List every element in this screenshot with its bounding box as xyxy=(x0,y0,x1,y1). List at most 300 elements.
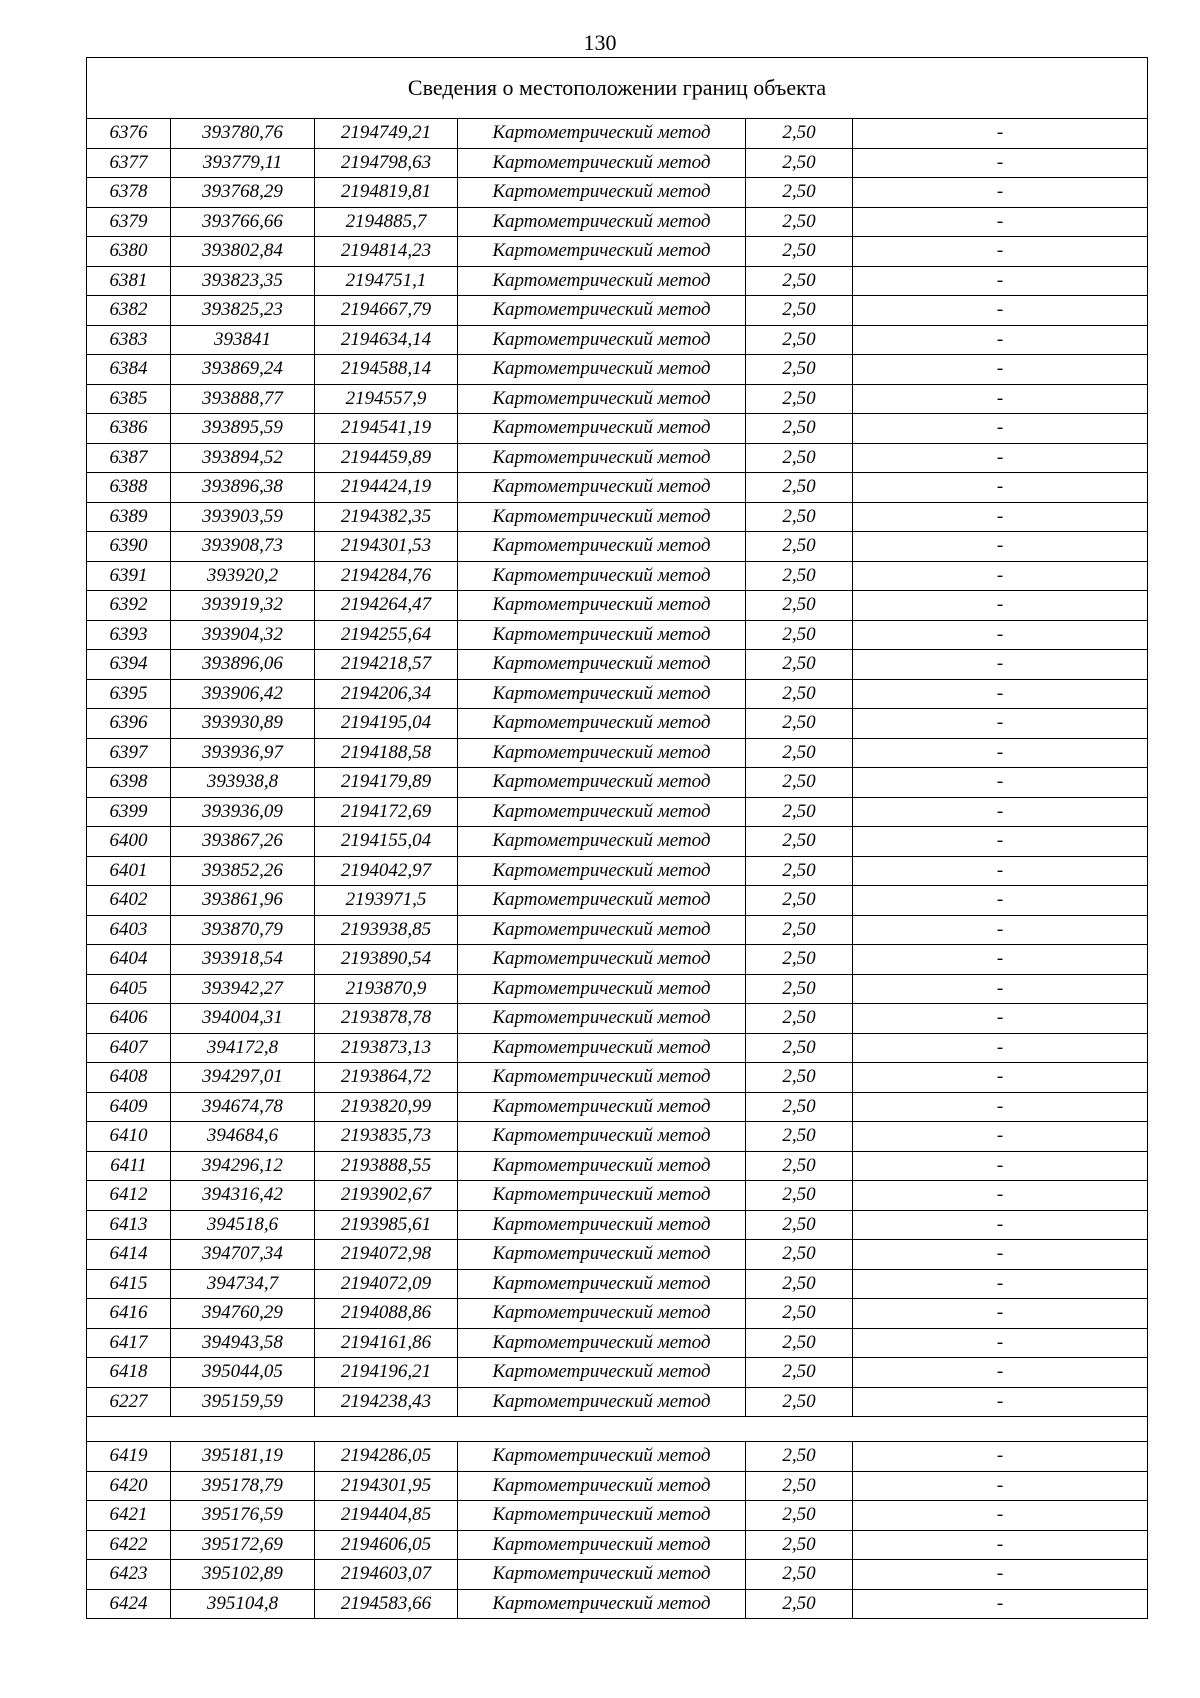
table-row xyxy=(87,502,1148,532)
description-cell: - xyxy=(853,679,1148,709)
y-coordinate-cell: 2194218,57 xyxy=(315,650,458,680)
accuracy-cell: 2,50 xyxy=(746,945,853,975)
table-row xyxy=(87,325,1148,355)
method-cell: Картометрический метод xyxy=(458,738,746,768)
accuracy-cell: 2,50 xyxy=(746,1004,853,1034)
point-number-cell: 6412 xyxy=(87,1181,171,1211)
y-coordinate-cell: 2194284,76 xyxy=(315,561,458,591)
method-cell: Картометрический метод xyxy=(458,650,746,680)
method-cell: Картометрический метод xyxy=(458,561,746,591)
description-cell: - xyxy=(853,1299,1148,1329)
accuracy-cell: 2,50 xyxy=(746,915,853,945)
method-cell: Картометрический метод xyxy=(458,237,746,267)
point-number-cell: 6413 xyxy=(87,1210,171,1240)
description-cell: - xyxy=(853,620,1148,650)
x-coordinate-cell: 393802,84 xyxy=(171,237,315,267)
point-number-cell: 6401 xyxy=(87,856,171,886)
y-coordinate-cell: 2193864,72 xyxy=(315,1063,458,1093)
x-coordinate-cell: 394760,29 xyxy=(171,1299,315,1329)
description-cell: - xyxy=(853,1387,1148,1417)
description-cell: - xyxy=(853,709,1148,739)
method-cell: Картометрический метод xyxy=(458,1358,746,1388)
accuracy-cell: 2,50 xyxy=(746,266,853,296)
method-cell: Картометрический метод xyxy=(458,1240,746,1270)
x-coordinate-cell: 395102,89 xyxy=(171,1560,315,1590)
y-coordinate-cell: 2194088,86 xyxy=(315,1299,458,1329)
description-cell: - xyxy=(853,148,1148,178)
method-cell: Картометрический метод xyxy=(458,974,746,1004)
description-cell: - xyxy=(853,738,1148,768)
x-coordinate-cell: 395176,59 xyxy=(171,1501,315,1531)
method-cell: Картометрический метод xyxy=(458,532,746,562)
accuracy-cell: 2,50 xyxy=(746,414,853,444)
accuracy-cell: 2,50 xyxy=(746,1589,853,1619)
y-coordinate-cell: 2194798,63 xyxy=(315,148,458,178)
x-coordinate-cell: 395172,69 xyxy=(171,1530,315,1560)
description-cell: - xyxy=(853,1269,1148,1299)
accuracy-cell: 2,50 xyxy=(746,1530,853,1560)
table-row xyxy=(87,1063,1148,1093)
accuracy-cell: 2,50 xyxy=(746,620,853,650)
y-coordinate-cell: 2193870,9 xyxy=(315,974,458,1004)
point-number-cell: 6424 xyxy=(87,1589,171,1619)
table-row xyxy=(87,915,1148,945)
table-row xyxy=(87,532,1148,562)
point-number-cell: 6396 xyxy=(87,709,171,739)
point-number-cell: 6404 xyxy=(87,945,171,975)
method-cell: Картометрический метод xyxy=(458,178,746,208)
description-cell: - xyxy=(853,384,1148,414)
point-number-cell: 6386 xyxy=(87,414,171,444)
y-coordinate-cell: 2194424,19 xyxy=(315,473,458,503)
description-cell: - xyxy=(853,561,1148,591)
y-coordinate-cell: 2194819,81 xyxy=(315,178,458,208)
y-coordinate-cell: 2193971,5 xyxy=(315,886,458,916)
point-number-cell: 6409 xyxy=(87,1092,171,1122)
x-coordinate-cell: 393942,27 xyxy=(171,974,315,1004)
table-row xyxy=(87,1560,1148,1590)
accuracy-cell: 2,50 xyxy=(746,768,853,798)
method-cell: Картометрический метод xyxy=(458,1122,746,1152)
table-row xyxy=(87,591,1148,621)
description-cell: - xyxy=(853,355,1148,385)
accuracy-cell: 2,50 xyxy=(746,384,853,414)
accuracy-cell: 2,50 xyxy=(746,1560,853,1590)
method-cell: Картометрический метод xyxy=(458,1530,746,1560)
description-cell: - xyxy=(853,473,1148,503)
table-row xyxy=(87,207,1148,237)
description-cell: - xyxy=(853,119,1148,149)
point-number-cell: 6393 xyxy=(87,620,171,650)
table-row xyxy=(87,856,1148,886)
table-row xyxy=(87,1269,1148,1299)
point-number-cell: 6379 xyxy=(87,207,171,237)
accuracy-cell: 2,50 xyxy=(746,532,853,562)
description-cell: - xyxy=(853,1210,1148,1240)
table-row xyxy=(87,738,1148,768)
accuracy-cell: 2,50 xyxy=(746,1442,853,1472)
point-number-cell: 6418 xyxy=(87,1358,171,1388)
description-cell: - xyxy=(853,1063,1148,1093)
x-coordinate-cell: 395178,79 xyxy=(171,1471,315,1501)
x-coordinate-cell: 393936,97 xyxy=(171,738,315,768)
point-number-cell: 6397 xyxy=(87,738,171,768)
table-row xyxy=(87,768,1148,798)
method-cell: Картометрический метод xyxy=(458,473,746,503)
accuracy-cell: 2,50 xyxy=(746,1092,853,1122)
method-cell: Картометрический метод xyxy=(458,1151,746,1181)
table-row xyxy=(87,1501,1148,1531)
y-coordinate-cell: 2193835,73 xyxy=(315,1122,458,1152)
point-number-cell: 6423 xyxy=(87,1560,171,1590)
separator-cell xyxy=(87,1417,1148,1442)
method-cell: Картометрический метод xyxy=(458,384,746,414)
accuracy-cell: 2,50 xyxy=(746,679,853,709)
accuracy-cell: 2,50 xyxy=(746,650,853,680)
y-coordinate-cell: 2194588,14 xyxy=(315,355,458,385)
description-cell: - xyxy=(853,915,1148,945)
method-cell: Картометрический метод xyxy=(458,266,746,296)
method-cell: Картометрический метод xyxy=(458,1501,746,1531)
point-number-cell: 6380 xyxy=(87,237,171,267)
table-row xyxy=(87,1033,1148,1063)
y-coordinate-cell: 2194255,64 xyxy=(315,620,458,650)
method-cell: Картометрический метод xyxy=(458,1269,746,1299)
y-coordinate-cell: 2194814,23 xyxy=(315,237,458,267)
accuracy-cell: 2,50 xyxy=(746,325,853,355)
method-cell: Картометрический метод xyxy=(458,1328,746,1358)
table-row xyxy=(87,178,1148,208)
y-coordinate-cell: 2194749,21 xyxy=(315,119,458,149)
point-number-cell: 6389 xyxy=(87,502,171,532)
x-coordinate-cell: 393852,26 xyxy=(171,856,315,886)
y-coordinate-cell: 2194301,53 xyxy=(315,532,458,562)
accuracy-cell: 2,50 xyxy=(746,591,853,621)
x-coordinate-cell: 394943,58 xyxy=(171,1328,315,1358)
y-coordinate-cell: 2194885,7 xyxy=(315,207,458,237)
x-coordinate-cell: 393867,26 xyxy=(171,827,315,857)
accuracy-cell: 2,50 xyxy=(746,502,853,532)
method-cell: Картометрический метод xyxy=(458,1181,746,1211)
x-coordinate-cell: 393906,42 xyxy=(171,679,315,709)
x-coordinate-cell: 395044,05 xyxy=(171,1358,315,1388)
y-coordinate-cell: 2194155,04 xyxy=(315,827,458,857)
x-coordinate-cell: 395159,59 xyxy=(171,1387,315,1417)
y-coordinate-cell: 2193820,99 xyxy=(315,1092,458,1122)
method-cell: Картометрический метод xyxy=(458,119,746,149)
point-number-cell: 6407 xyxy=(87,1033,171,1063)
description-cell: - xyxy=(853,856,1148,886)
y-coordinate-cell: 2193938,85 xyxy=(315,915,458,945)
x-coordinate-cell: 393920,2 xyxy=(171,561,315,591)
point-number-cell: 6391 xyxy=(87,561,171,591)
method-cell: Картометрический метод xyxy=(458,1033,746,1063)
y-coordinate-cell: 2194603,07 xyxy=(315,1560,458,1590)
x-coordinate-cell: 393888,77 xyxy=(171,384,315,414)
accuracy-cell: 2,50 xyxy=(746,1240,853,1270)
y-coordinate-cell: 2194072,09 xyxy=(315,1269,458,1299)
x-coordinate-cell: 393896,06 xyxy=(171,650,315,680)
x-coordinate-cell: 393894,52 xyxy=(171,443,315,473)
point-number-cell: 6415 xyxy=(87,1269,171,1299)
x-coordinate-cell: 395181,19 xyxy=(171,1442,315,1472)
description-cell: - xyxy=(853,1471,1148,1501)
x-coordinate-cell: 393903,59 xyxy=(171,502,315,532)
method-cell: Картометрический метод xyxy=(458,1442,746,1472)
accuracy-cell: 2,50 xyxy=(746,1122,853,1152)
method-cell: Картометрический метод xyxy=(458,856,746,886)
table-row xyxy=(87,148,1148,178)
x-coordinate-cell: 394734,7 xyxy=(171,1269,315,1299)
table-row xyxy=(87,1442,1148,1472)
x-coordinate-cell: 394316,42 xyxy=(171,1181,315,1211)
y-coordinate-cell: 2193890,54 xyxy=(315,945,458,975)
x-coordinate-cell: 393904,32 xyxy=(171,620,315,650)
table-row xyxy=(87,266,1148,296)
description-cell: - xyxy=(853,1181,1148,1211)
table-row xyxy=(87,1151,1148,1181)
page-number: 130 xyxy=(583,30,617,55)
accuracy-cell: 2,50 xyxy=(746,1328,853,1358)
y-coordinate-cell: 2194286,05 xyxy=(315,1442,458,1472)
y-coordinate-cell: 2194634,14 xyxy=(315,325,458,355)
table-row xyxy=(87,237,1148,267)
description-cell: - xyxy=(853,1240,1148,1270)
method-cell: Картометрический метод xyxy=(458,1299,746,1329)
description-cell: - xyxy=(853,886,1148,916)
y-coordinate-cell: 2194751,1 xyxy=(315,266,458,296)
table-row xyxy=(87,473,1148,503)
x-coordinate-cell: 393825,23 xyxy=(171,296,315,326)
method-cell: Картометрический метод xyxy=(458,1471,746,1501)
method-cell: Картометрический метод xyxy=(458,414,746,444)
y-coordinate-cell: 2193888,55 xyxy=(315,1151,458,1181)
method-cell: Картометрический метод xyxy=(458,1589,746,1619)
method-cell: Картометрический метод xyxy=(458,886,746,916)
description-cell: - xyxy=(853,768,1148,798)
accuracy-cell: 2,50 xyxy=(746,561,853,591)
accuracy-cell: 2,50 xyxy=(746,473,853,503)
description-cell: - xyxy=(853,1033,1148,1063)
x-coordinate-cell: 393841 xyxy=(171,325,315,355)
accuracy-cell: 2,50 xyxy=(746,443,853,473)
table-row xyxy=(87,1328,1148,1358)
description-cell: - xyxy=(853,797,1148,827)
method-cell: Картометрический метод xyxy=(458,1004,746,1034)
point-number-cell: 6377 xyxy=(87,148,171,178)
point-number-cell: 6384 xyxy=(87,355,171,385)
method-cell: Картометрический метод xyxy=(458,945,746,975)
method-cell: Картометрический метод xyxy=(458,1092,746,1122)
accuracy-cell: 2,50 xyxy=(746,119,853,149)
x-coordinate-cell: 394518,6 xyxy=(171,1210,315,1240)
table-row xyxy=(87,1530,1148,1560)
x-coordinate-cell: 393768,29 xyxy=(171,178,315,208)
table-row xyxy=(87,1471,1148,1501)
accuracy-cell: 2,50 xyxy=(746,1299,853,1329)
x-coordinate-cell: 393823,35 xyxy=(171,266,315,296)
description-cell: - xyxy=(853,1560,1148,1590)
description-cell: - xyxy=(853,532,1148,562)
table-row xyxy=(87,561,1148,591)
x-coordinate-cell: 394297,01 xyxy=(171,1063,315,1093)
point-number-cell: 6422 xyxy=(87,1530,171,1560)
table-row xyxy=(87,1004,1148,1034)
x-coordinate-cell: 393918,54 xyxy=(171,945,315,975)
description-cell: - xyxy=(853,414,1148,444)
x-coordinate-cell: 393936,09 xyxy=(171,797,315,827)
method-cell: Картометрический метод xyxy=(458,1063,746,1093)
method-cell: Картометрический метод xyxy=(458,148,746,178)
point-number-cell: 6376 xyxy=(87,119,171,149)
table-row xyxy=(87,620,1148,650)
accuracy-cell: 2,50 xyxy=(746,1358,853,1388)
x-coordinate-cell: 393780,76 xyxy=(171,119,315,149)
y-coordinate-cell: 2194188,58 xyxy=(315,738,458,768)
accuracy-cell: 2,50 xyxy=(746,296,853,326)
table-row xyxy=(87,1092,1148,1122)
x-coordinate-cell: 393938,8 xyxy=(171,768,315,798)
y-coordinate-cell: 2193985,61 xyxy=(315,1210,458,1240)
point-number-cell: 6414 xyxy=(87,1240,171,1270)
description-cell: - xyxy=(853,443,1148,473)
table-row xyxy=(87,355,1148,385)
accuracy-cell: 2,50 xyxy=(746,886,853,916)
x-coordinate-cell: 393870,79 xyxy=(171,915,315,945)
y-coordinate-cell: 2194382,35 xyxy=(315,502,458,532)
table-row xyxy=(87,1299,1148,1329)
y-coordinate-cell: 2194404,85 xyxy=(315,1501,458,1531)
table-row xyxy=(87,119,1148,149)
table-row xyxy=(87,443,1148,473)
accuracy-cell: 2,50 xyxy=(746,1181,853,1211)
y-coordinate-cell: 2194161,86 xyxy=(315,1328,458,1358)
y-coordinate-cell: 2194196,21 xyxy=(315,1358,458,1388)
method-cell: Картометрический метод xyxy=(458,355,746,385)
y-coordinate-cell: 2194238,43 xyxy=(315,1387,458,1417)
description-cell: - xyxy=(853,1530,1148,1560)
table-row xyxy=(87,679,1148,709)
point-number-cell: 6411 xyxy=(87,1151,171,1181)
point-number-cell: 6416 xyxy=(87,1299,171,1329)
x-coordinate-cell: 393896,38 xyxy=(171,473,315,503)
table-row xyxy=(87,384,1148,414)
description-cell: - xyxy=(853,1442,1148,1472)
description-cell: - xyxy=(853,502,1148,532)
method-cell: Картометрический метод xyxy=(458,443,746,473)
point-number-cell: 6410 xyxy=(87,1122,171,1152)
y-coordinate-cell: 2194583,66 xyxy=(315,1589,458,1619)
description-cell: - xyxy=(853,1092,1148,1122)
table-row xyxy=(87,827,1148,857)
point-number-cell: 6406 xyxy=(87,1004,171,1034)
table-row xyxy=(87,709,1148,739)
description-cell: - xyxy=(853,325,1148,355)
point-number-cell: 6421 xyxy=(87,1501,171,1531)
y-coordinate-cell: 2194206,34 xyxy=(315,679,458,709)
accuracy-cell: 2,50 xyxy=(746,237,853,267)
table-row xyxy=(87,886,1148,916)
y-coordinate-cell: 2194541,19 xyxy=(315,414,458,444)
x-coordinate-cell: 393895,59 xyxy=(171,414,315,444)
table-row xyxy=(87,797,1148,827)
table-row xyxy=(87,1181,1148,1211)
description-cell: - xyxy=(853,1358,1148,1388)
description-cell: - xyxy=(853,945,1148,975)
point-number-cell: 6394 xyxy=(87,650,171,680)
accuracy-cell: 2,50 xyxy=(746,1033,853,1063)
table-row xyxy=(87,945,1148,975)
accuracy-cell: 2,50 xyxy=(746,709,853,739)
accuracy-cell: 2,50 xyxy=(746,738,853,768)
x-coordinate-cell: 393766,66 xyxy=(171,207,315,237)
point-number-cell: 6385 xyxy=(87,384,171,414)
x-coordinate-cell: 393779,11 xyxy=(171,148,315,178)
method-cell: Картометрический метод xyxy=(458,679,746,709)
description-cell: - xyxy=(853,974,1148,1004)
description-cell: - xyxy=(853,207,1148,237)
table-row xyxy=(87,650,1148,680)
accuracy-cell: 2,50 xyxy=(746,148,853,178)
table-row xyxy=(87,1240,1148,1270)
x-coordinate-cell: 394004,31 xyxy=(171,1004,315,1034)
method-cell: Картометрический метод xyxy=(458,1560,746,1590)
method-cell: Картометрический метод xyxy=(458,915,746,945)
y-coordinate-cell: 2194459,89 xyxy=(315,443,458,473)
accuracy-cell: 2,50 xyxy=(746,207,853,237)
method-cell: Картометрический метод xyxy=(458,1387,746,1417)
point-number-cell: 6387 xyxy=(87,443,171,473)
description-cell: - xyxy=(853,827,1148,857)
description-cell: - xyxy=(853,1589,1148,1619)
table-row xyxy=(87,974,1148,1004)
method-cell: Картометрический метод xyxy=(458,797,746,827)
y-coordinate-cell: 2194042,97 xyxy=(315,856,458,886)
y-coordinate-cell: 2194557,9 xyxy=(315,384,458,414)
accuracy-cell: 2,50 xyxy=(746,1269,853,1299)
point-number-cell: 6402 xyxy=(87,886,171,916)
point-number-cell: 6400 xyxy=(87,827,171,857)
description-cell: - xyxy=(853,650,1148,680)
y-coordinate-cell: 2193873,13 xyxy=(315,1033,458,1063)
accuracy-cell: 2,50 xyxy=(746,827,853,857)
point-number-cell: 6378 xyxy=(87,178,171,208)
table-row xyxy=(87,296,1148,326)
description-cell: - xyxy=(853,178,1148,208)
y-coordinate-cell: 2193878,78 xyxy=(315,1004,458,1034)
accuracy-cell: 2,50 xyxy=(746,355,853,385)
point-number-cell: 6399 xyxy=(87,797,171,827)
point-number-cell: 6405 xyxy=(87,974,171,1004)
description-cell: - xyxy=(853,296,1148,326)
table-title: Сведения о местоположении границ объекта xyxy=(87,58,1148,119)
accuracy-cell: 2,50 xyxy=(746,1501,853,1531)
accuracy-cell: 2,50 xyxy=(746,1210,853,1240)
point-number-cell: 6392 xyxy=(87,591,171,621)
y-coordinate-cell: 2194195,04 xyxy=(315,709,458,739)
method-cell: Картометрический метод xyxy=(458,502,746,532)
x-coordinate-cell: 393869,24 xyxy=(171,355,315,385)
accuracy-cell: 2,50 xyxy=(746,1387,853,1417)
boundary-table xyxy=(86,57,1148,1619)
point-number-cell: 6420 xyxy=(87,1471,171,1501)
point-number-cell: 6403 xyxy=(87,915,171,945)
x-coordinate-cell: 393930,89 xyxy=(171,709,315,739)
x-coordinate-cell: 394707,34 xyxy=(171,1240,315,1270)
point-number-cell: 6383 xyxy=(87,325,171,355)
y-coordinate-cell: 2194667,79 xyxy=(315,296,458,326)
x-coordinate-cell: 395104,8 xyxy=(171,1589,315,1619)
